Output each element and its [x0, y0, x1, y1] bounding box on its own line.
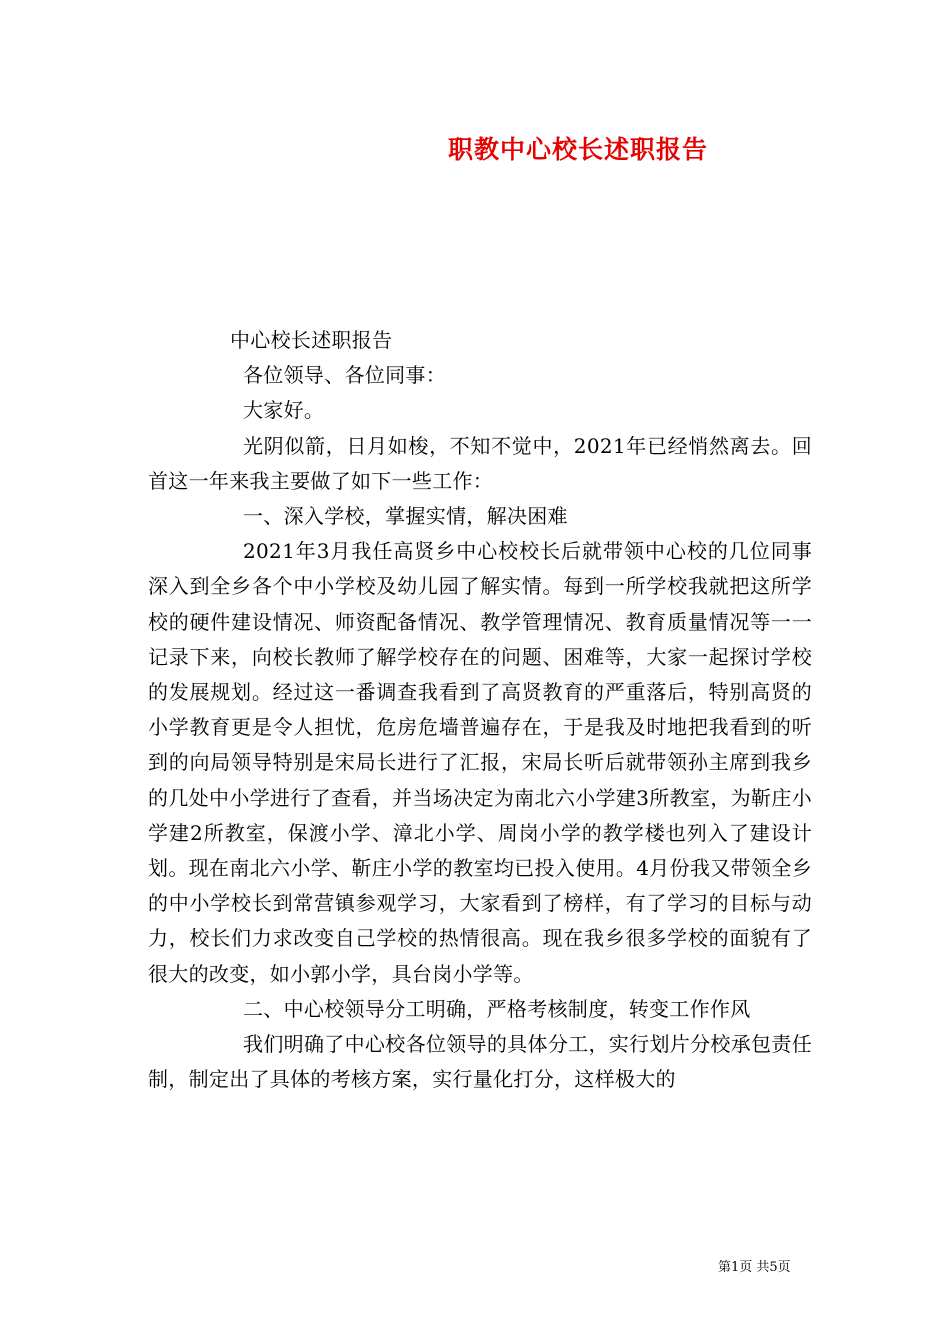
document-title: 职教中心校长述职报告 — [448, 135, 709, 164]
page-number-footer: 第1页 共5页 — [718, 1260, 791, 1275]
report-subtitle: 中心校长述职报告 — [230, 328, 393, 352]
greeting: 大家好。 — [243, 398, 325, 423]
document-body — [148, 323, 812, 1097]
paragraph-section-2: 我们明确了中心校各位领导的具体分工，实行划片分校承包责任制，制定出了具体的考核方案，实行量化打分，这样极大的 — [148, 1032, 812, 1092]
section-heading-1: 一、深入学校，掌握实情，解决困难 — [243, 504, 568, 529]
paragraph-intro: 光阴似箭，日月如梭，不知不觉中，2021年已经悄然离去。回首这一年来我主要做了如下一些工作： — [148, 433, 812, 493]
paragraph-section-1: 2021年3月我任高贤乡中心校校长后就带领中心校的几位同事深入到全乡各个中小学校及幼儿园了解实情。每到一所学校我就把这所学校的硬件建设情况、师资配备情况、教学管理情况、教育质量情况等一一记录下来，向校长教师了解学校存在的问题、困难等，大家一起探讨学校的发展规划。经过这一番调查我看到了高贤教育的严重落后，特别高贤的小学教育更是令人担忧，危房危墙普遍存在，于是我及时地把我看到的听到的向局领导特别是宋局长进行了汇报，宋局长听后就带领孙主席到我乡的几处中小学进行了查看，并当场决定为南北六小学建3所教室，为靳庄小学建2所教室，保渡小学、漳北小学、周岗小学的教学楼也列入了建设计划。现在南北六小学、靳庄小学的教室均已投入使用。4月份我又带领全乡的中小学校长到常营镇参观学习，大家看到了榜样，有了学习的目标与动力，校长们力求改变自己学校的热情很高。现在我乡很多学校的面貌有了很大的改变，如小郭小学，具台岗小学等。 — [148, 539, 812, 986]
salutation: 各位领导、各位同事： — [243, 363, 446, 388]
section-heading-2: 二、中心校领导分工明确，严格考核制度，转变工作作风 — [243, 996, 751, 1021]
